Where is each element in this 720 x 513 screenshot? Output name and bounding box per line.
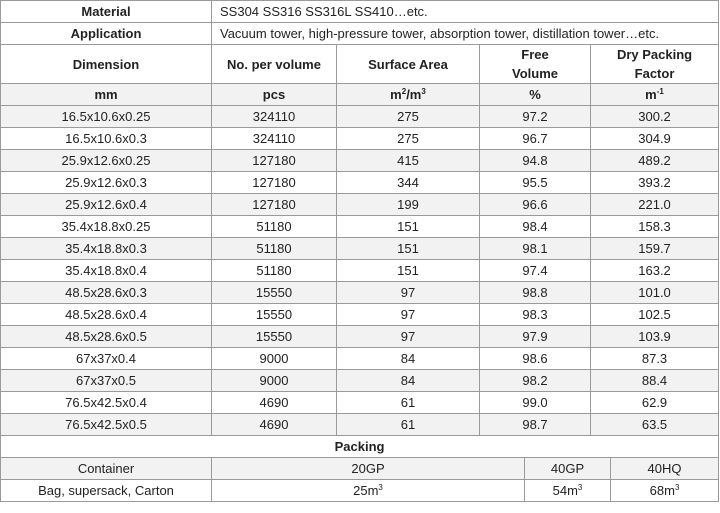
bag-row [1, 480, 719, 502]
cell-count: 51180 [212, 260, 337, 282]
col-area: Surface Area [337, 45, 480, 84]
cell-dimension: 48.5x28.6x0.5 [1, 326, 212, 348]
table-row [1, 392, 719, 414]
col-factor [591, 45, 719, 84]
cell-dimension: 48.5x28.6x0.4 [1, 304, 212, 326]
cell-factor: 102.5 [591, 304, 719, 326]
cell-area: 97 [337, 282, 480, 304]
cell-count: 4690 [212, 392, 337, 414]
application-row [1, 23, 719, 45]
cell-dimension: 16.5x10.6x0.3 [1, 128, 212, 150]
cell-area: 199 [337, 194, 480, 216]
cell-free: 94.8 [480, 150, 591, 172]
cell-free: 99.0 [480, 392, 591, 414]
cell-factor: 159.7 [591, 238, 719, 260]
table-row [1, 414, 719, 436]
cell-free: 98.4 [480, 216, 591, 238]
unit-dimension: mm [1, 84, 212, 106]
cell-count: 9000 [212, 348, 337, 370]
cell-factor: 88.4 [591, 370, 719, 392]
table-row [1, 106, 719, 128]
cell-count: 127180 [212, 150, 337, 172]
cell-area: 151 [337, 238, 480, 260]
cell-free: 98.6 [480, 348, 591, 370]
cell-dimension: 25.9x12.6x0.3 [1, 172, 212, 194]
cell-count: 324110 [212, 106, 337, 128]
cell-factor: 158.3 [591, 216, 719, 238]
cell-area: 61 [337, 392, 480, 414]
table-row [1, 128, 719, 150]
col-free-line2: Volume [512, 66, 558, 81]
cell-dimension: 67x37x0.4 [1, 348, 212, 370]
unit-area: $m^2/m^3$ [337, 84, 480, 106]
cell-dimension: 67x37x0.5 [1, 370, 212, 392]
unit-count: pcs [212, 84, 337, 106]
cell-free: 98.2 [480, 370, 591, 392]
application-label: Application [1, 23, 212, 45]
container-row [1, 458, 719, 480]
cell-factor: 87.3 [591, 348, 719, 370]
cell-count: 127180 [212, 172, 337, 194]
cell-area: 84 [337, 348, 480, 370]
table-row [1, 238, 719, 260]
cell-area: 151 [337, 216, 480, 238]
cell-free: 98.3 [480, 304, 591, 326]
col-dimension: Dimension [1, 45, 212, 84]
cell-area: 97 [337, 326, 480, 348]
cell-factor: 62.9 [591, 392, 719, 414]
unit-factor: $m^{-1}$ [591, 84, 719, 106]
cell-factor: 304.9 [591, 128, 719, 150]
cell-area: 84 [337, 370, 480, 392]
cell-area: 61 [337, 414, 480, 436]
volume-40hq: $68m^3$ [611, 480, 719, 502]
cell-count: 127180 [212, 194, 337, 216]
column-header-row [1, 45, 719, 84]
col-free-line1: Free [521, 47, 549, 62]
cell-free: 97.9 [480, 326, 591, 348]
unit-free: % [480, 84, 591, 106]
cell-area: 151 [337, 260, 480, 282]
col-factor-line2: Factor [634, 66, 675, 81]
cell-dimension: 35.4x18.8x0.25 [1, 216, 212, 238]
cell-factor: 393.2 [591, 172, 719, 194]
container-40hq: 40HQ [611, 458, 719, 480]
table-row [1, 326, 719, 348]
col-factor-line1: Dry Packing [616, 47, 693, 62]
table-row [1, 172, 719, 194]
packing-title: Packing [1, 436, 719, 458]
cell-free: 98.1 [480, 238, 591, 260]
cell-count: 15550 [212, 326, 337, 348]
cell-dimension: 25.9x12.6x0.4 [1, 194, 212, 216]
bag-label: Bag, supersack, Carton [1, 480, 212, 502]
cell-area: 97 [337, 304, 480, 326]
cell-free: 98.8 [480, 282, 591, 304]
container-40gp: 40GP [525, 458, 611, 480]
table-row [1, 282, 719, 304]
cell-free: 95.5 [480, 172, 591, 194]
cell-count: 51180 [212, 216, 337, 238]
cell-dimension: 76.5x42.5x0.5 [1, 414, 212, 436]
container-20gp: 20GP [212, 458, 525, 480]
table-row [1, 216, 719, 238]
cell-free: 96.6 [480, 194, 591, 216]
table-row [1, 260, 719, 282]
cell-count: 9000 [212, 370, 337, 392]
cell-free: 98.7 [480, 414, 591, 436]
volume-40gp: $54m^3$ [525, 480, 611, 502]
cell-free: 97.2 [480, 106, 591, 128]
application-value: Vacuum tower, high-pressure tower, absorption tower, distillation tower…etc. [212, 23, 719, 45]
cell-dimension: 48.5x28.6x0.3 [1, 282, 212, 304]
cell-dimension: 35.4x18.8x0.3 [1, 238, 212, 260]
container-label: Container [1, 458, 212, 480]
material-row [1, 1, 719, 23]
packing-title-row [1, 436, 719, 458]
cell-dimension: 25.9x12.6x0.25 [1, 150, 212, 172]
table-row [1, 150, 719, 172]
table-row [1, 304, 719, 326]
cell-dimension: 76.5x42.5x0.4 [1, 392, 212, 414]
material-value: SS304 SS316 SS316L SS410…etc. [212, 1, 719, 23]
material-label: Material [1, 1, 212, 23]
cell-area: 275 [337, 128, 480, 150]
cell-factor: 163.2 [591, 260, 719, 282]
cell-area: 415 [337, 150, 480, 172]
cell-dimension: 16.5x10.6x0.25 [1, 106, 212, 128]
cell-free: 97.4 [480, 260, 591, 282]
col-free-volume [480, 45, 591, 84]
cell-factor: 103.9 [591, 326, 719, 348]
cell-factor: 63.5 [591, 414, 719, 436]
cell-count: 15550 [212, 304, 337, 326]
table-row [1, 194, 719, 216]
col-count: No. per volume [212, 45, 337, 84]
cell-area: 275 [337, 106, 480, 128]
cell-free: 96.7 [480, 128, 591, 150]
cell-area: 344 [337, 172, 480, 194]
cell-count: 4690 [212, 414, 337, 436]
cell-factor: 300.2 [591, 106, 719, 128]
cell-count: 51180 [212, 238, 337, 260]
cell-count: 15550 [212, 282, 337, 304]
cell-factor: 489.2 [591, 150, 719, 172]
table-row [1, 370, 719, 392]
cell-dimension: 35.4x18.8x0.4 [1, 260, 212, 282]
units-row [1, 84, 719, 106]
volume-20gp: $25m^3$ [212, 480, 525, 502]
cell-factor: 101.0 [591, 282, 719, 304]
table-row [1, 348, 719, 370]
cell-count: 324110 [212, 128, 337, 150]
cell-factor: 221.0 [591, 194, 719, 216]
